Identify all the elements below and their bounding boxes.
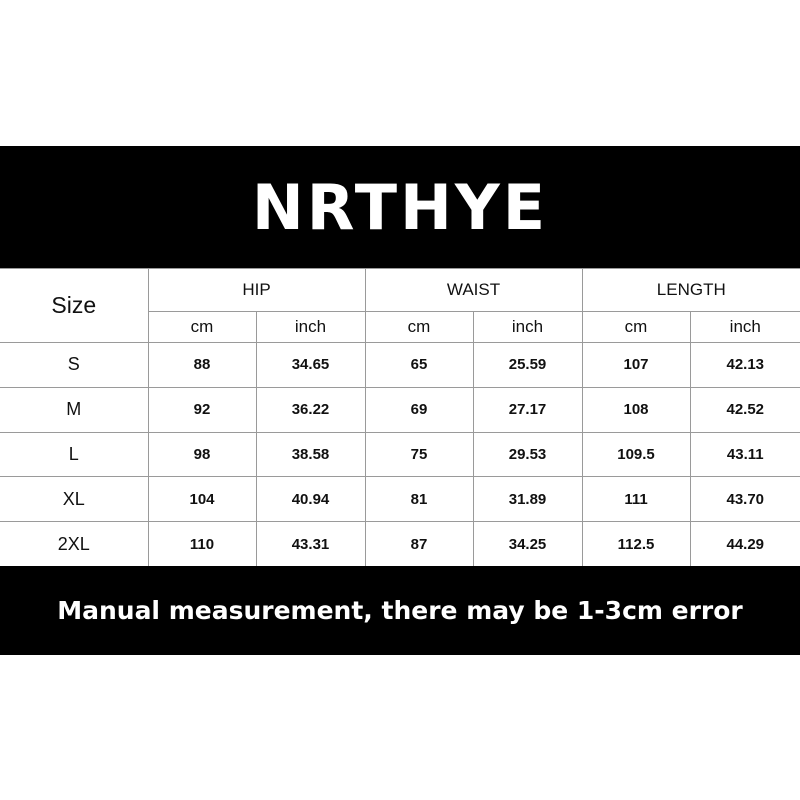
table-cell: 107 <box>582 343 690 388</box>
table-cell: 92 <box>148 387 256 432</box>
table-cell: 42.52 <box>690 387 800 432</box>
size-label: L <box>0 432 148 477</box>
measurement-note: Manual measurement, there may be 1-3cm error <box>57 596 743 625</box>
header-row-groups <box>0 269 800 312</box>
table-row <box>0 477 800 522</box>
table-cell: 44.29 <box>690 522 800 567</box>
table-cell: 111 <box>582 477 690 522</box>
table-cell: 42.13 <box>690 343 800 388</box>
table-row <box>0 522 800 567</box>
table-cell: 75 <box>365 432 473 477</box>
footer-banner <box>0 566 800 655</box>
unit-header: inch <box>473 312 582 343</box>
unit-header: inch <box>256 312 365 343</box>
table-cell: 25.59 <box>473 343 582 388</box>
table-cell: 98 <box>148 432 256 477</box>
table-cell: 81 <box>365 477 473 522</box>
table-cell: 36.22 <box>256 387 365 432</box>
brand-banner <box>0 146 800 268</box>
unit-header: cm <box>148 312 256 343</box>
size-label: S <box>0 343 148 388</box>
table-cell: 27.17 <box>473 387 582 432</box>
table-cell: 43.70 <box>690 477 800 522</box>
table-cell: 34.65 <box>256 343 365 388</box>
size-label: 2XL <box>0 522 148 567</box>
table-cell: 112.5 <box>582 522 690 567</box>
table-cell: 43.31 <box>256 522 365 567</box>
unit-header: inch <box>690 312 800 343</box>
table-cell: 40.94 <box>256 477 365 522</box>
table-cell: 87 <box>365 522 473 567</box>
unit-header: cm <box>582 312 690 343</box>
size-chart <box>0 268 800 566</box>
table-cell: 29.53 <box>473 432 582 477</box>
size-table <box>0 268 800 567</box>
table-cell: 109.5 <box>582 432 690 477</box>
table-row <box>0 387 800 432</box>
table-cell: 108 <box>582 387 690 432</box>
table-cell: 88 <box>148 343 256 388</box>
hip-header: HIP <box>148 269 365 312</box>
table-cell: 34.25 <box>473 522 582 567</box>
table-cell: 43.11 <box>690 432 800 477</box>
table-cell: 110 <box>148 522 256 567</box>
table-cell: 38.58 <box>256 432 365 477</box>
size-label: XL <box>0 477 148 522</box>
unit-header: cm <box>365 312 473 343</box>
size-column-header: Size <box>0 269 148 343</box>
brand-title: NRTHYE <box>251 170 549 244</box>
table-cell: 31.89 <box>473 477 582 522</box>
size-label: M <box>0 387 148 432</box>
table-row <box>0 432 800 477</box>
length-header: LENGTH <box>582 269 800 312</box>
waist-header: WAIST <box>365 269 582 312</box>
table-cell: 69 <box>365 387 473 432</box>
table-cell: 65 <box>365 343 473 388</box>
table-cell: 104 <box>148 477 256 522</box>
table-row <box>0 343 800 388</box>
